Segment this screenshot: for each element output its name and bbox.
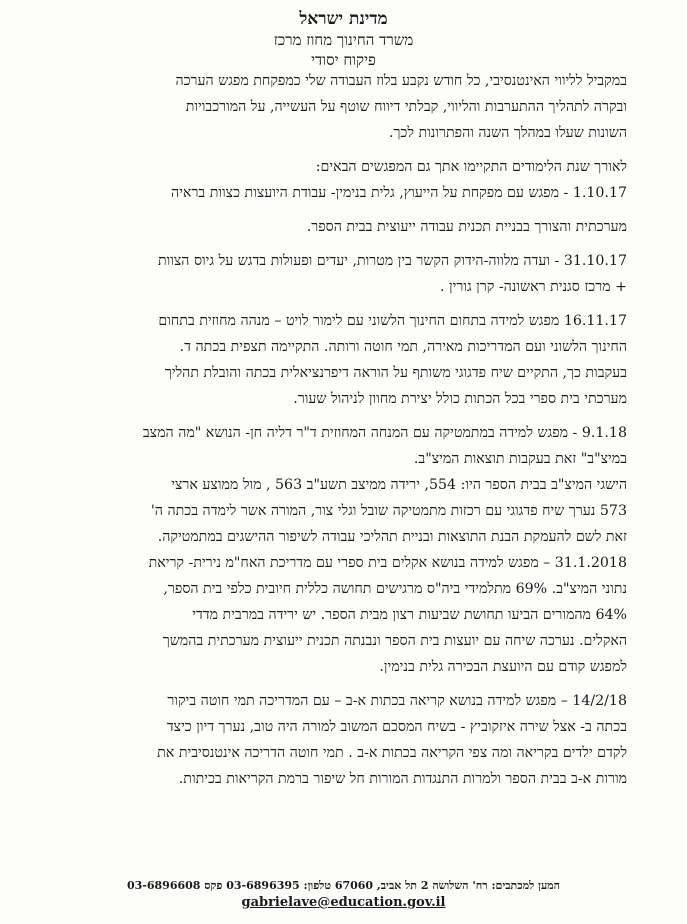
body-line: בעקבות כך, התקיים שיח פדגוגי משותף על הוראה דיפרנציאלית בכתה והובלת תהליך (164, 365, 627, 381)
letter-footer (0, 878, 687, 912)
body-line: האקלים. נערכה שיחה עם יועצות בית הספר ונבנתה תכנית ייעוצית מערכתית בהמשך (162, 633, 627, 649)
body-line: 64% מהמורים הביעו תחושת שביעות רצון מבית הספר. יש ירידה במרבית מדדי (192, 607, 627, 623)
state-title: מדינת ישראל (299, 9, 388, 29)
body-line: מערכתי בית ספרי בכל הכתות כולל יצירת מחוון לניהול שעור. (293, 391, 627, 407)
body-line: זאת לשם להעמקת הבנת התוצאות ובניית תהליכי עבודה לשיפור ההישגים במתמטיקה. (157, 529, 627, 545)
body-line: 9.1.18 - מפגש למידה במתמטיקה עם המנחה המחוזית ד"ר דליה חן- הנושא "מה המצב (142, 425, 627, 441)
body-line: 14/2/18 – מפגש למידה בנושא קריאה בכתות א-ב – עם המדריכה תמי חוטה ביקור (167, 693, 627, 709)
body-line: בכתה ב- אצל שירה איזקוביץ - בשיח המסכם המשוב למורה היה טוב, נערך דיון כיצד (166, 719, 627, 735)
body-line: ובקרה לתהליך ההתערבות והליווי, קבלתי דיווח שוטף על העשייה, על המורכבויות (185, 99, 627, 115)
body-line: 16.11.17 מפגש למידה בתחום החינוך הלשוני עם לימור לויט – מנהה מחוזית בתחום (158, 313, 627, 329)
body-line: במקביל לליווי האינטנסיבי, כל חודש נקבע בלוז העבודה שלי כמפקחת מפגש הערכה (175, 73, 627, 89)
footer-address: המען למכתבים: רח' השלושה 2 תל אביב, 67060 טלפון: 03-6896395 פקס 03-6896608 (126, 879, 561, 892)
body-line: למפגש קודם עם היועצת הבכירה גלית בנימין. (379, 659, 627, 675)
footer-email-link[interactable]: gabrielave@education.gov.il (241, 895, 446, 910)
body-line: נתוני המיצ"ב. 69% מתלמידי ביה"ס מרגישים תחושה כללית חיובית כלפי בית הספר, (163, 581, 627, 597)
body-line: + מרכז סגנית ראשונה- קרן גורין . (440, 279, 627, 295)
body-line: לקדם ילדים בקריאה ומה צפי הקריאה בכתות א-ב . תמי חוטה הדריכה אינטנסיבית את (157, 745, 627, 761)
body-line: הישגי המיצ"ב בבית הספר היו: 554, ירידה ממיצב תשע"ב 563 , מול ממוצע ארצי (171, 477, 627, 493)
body-line: 31.10.17 - ועדה מלווה-הידוק הקשר בין מטרות, יעדים ופעולות בדגש על גיוס הצוות (157, 253, 627, 269)
body-line: החינוך הלשוני ועם המדריכות מאירה, תמי חוטה ורותה. התקיימה תצפית בכתה ד. (179, 339, 627, 355)
body-line: לאורך שנת הלימודים התקיימו אתך גם המפגשים הבאים: (315, 159, 627, 175)
body-line: מערכתית והצורך בבניית תכנית עבודה ייעוצית בבית הספר. (306, 219, 627, 235)
body-line: 573 נערך שיח פדגוגי עם רכזות מתמטיקה שובל וגלי צור, המורה אשר לימדה בכתה ה' (150, 503, 627, 519)
body-line: 1.10.17 - מפגש עם מפקחת על הייעוץ, גלית בנימין- עבודת היועצות כצוות בראיה (171, 185, 627, 201)
body-line: מורות א-ב בבית הספר ולמרות התנגדות המורות חל שיפור ברמת הקריאות בכיתות. (178, 771, 627, 787)
body-line: 31.1.2018 – מפגש למידה בנושא אקלים בית ספרי עם מדריכת האח"מ נירית- קריאת (148, 555, 627, 571)
ministry-title: משרד החינוך מחוז מרכז (273, 31, 414, 49)
document-body (52, 68, 627, 792)
body-line: השונות שעלו במהלך השנה והפתרונות לכך. (388, 125, 627, 141)
body-line: במיצ"ב" זאת בעקבות תוצאות המיצ"ב. (413, 451, 627, 467)
supervision-title: פיקוח יסודי (311, 51, 376, 69)
letterhead (0, 8, 687, 70)
